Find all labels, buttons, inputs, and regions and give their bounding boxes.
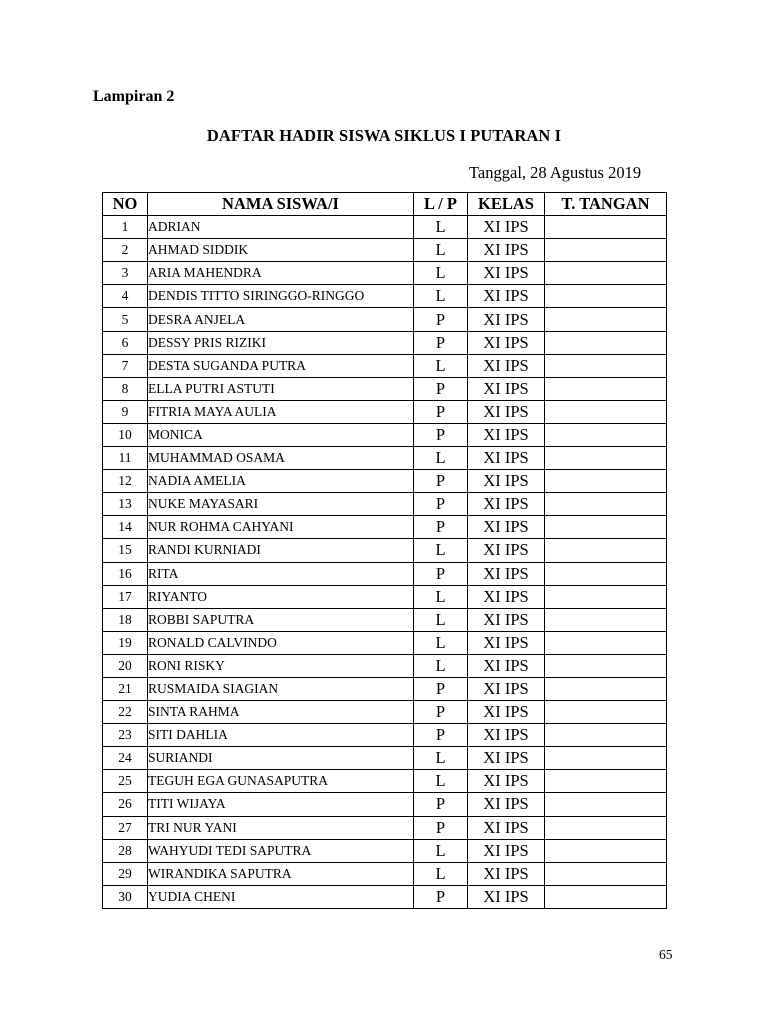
- lampiran-label: Lampiran 2: [93, 88, 175, 105]
- table-row: [103, 400, 667, 423]
- gender-cell: L: [414, 539, 468, 562]
- gender-cell: P: [414, 470, 468, 493]
- table-row: [103, 701, 667, 724]
- signature-cell[interactable]: [545, 400, 667, 423]
- signature-cell[interactable]: [545, 216, 667, 239]
- row-number-cell: 18: [103, 608, 148, 631]
- class-cell: XI IPS: [468, 816, 545, 839]
- gender-cell: P: [414, 423, 468, 446]
- class-cell: XI IPS: [468, 539, 545, 562]
- student-name-cell: TEGUH EGA GUNASAPUTRA: [148, 770, 414, 793]
- student-name-cell: SURIANDI: [148, 747, 414, 770]
- table-row: [103, 608, 667, 631]
- class-cell: XI IPS: [468, 654, 545, 677]
- date-line: Tanggal, 28 Agustus 2019: [469, 163, 642, 182]
- class-cell: XI IPS: [468, 793, 545, 816]
- gender-cell: P: [414, 400, 468, 423]
- class-cell: XI IPS: [468, 262, 545, 285]
- table-header-row: [103, 193, 667, 216]
- row-number-cell: 23: [103, 724, 148, 747]
- table-row: [103, 677, 667, 700]
- signature-cell[interactable]: [545, 701, 667, 724]
- signature-cell[interactable]: [545, 885, 667, 908]
- gender-cell: P: [414, 885, 468, 908]
- class-cell: XI IPS: [468, 724, 545, 747]
- table-body: [103, 216, 667, 909]
- signature-cell[interactable]: [545, 377, 667, 400]
- row-number-cell: 7: [103, 354, 148, 377]
- table-row: [103, 862, 667, 885]
- signature-cell[interactable]: [545, 724, 667, 747]
- class-cell: XI IPS: [468, 516, 545, 539]
- column-header-tanda-tangan: T. TANGAN: [545, 193, 667, 216]
- row-number-cell: 8: [103, 377, 148, 400]
- student-name-cell: RONI RISKY: [148, 654, 414, 677]
- gender-cell: L: [414, 216, 468, 239]
- table-row: [103, 262, 667, 285]
- row-number-cell: 14: [103, 516, 148, 539]
- table-row: [103, 239, 667, 262]
- gender-cell: P: [414, 793, 468, 816]
- signature-cell[interactable]: [545, 631, 667, 654]
- row-number-cell: 21: [103, 677, 148, 700]
- student-name-cell: RIYANTO: [148, 585, 414, 608]
- signature-cell[interactable]: [545, 331, 667, 354]
- signature-cell[interactable]: [545, 285, 667, 308]
- column-header-lp: L / P: [414, 193, 468, 216]
- class-cell: XI IPS: [468, 354, 545, 377]
- class-cell: XI IPS: [468, 308, 545, 331]
- class-cell: XI IPS: [468, 331, 545, 354]
- class-cell: XI IPS: [468, 585, 545, 608]
- student-name-cell: ADRIAN: [148, 216, 414, 239]
- row-number-cell: 11: [103, 447, 148, 470]
- gender-cell: P: [414, 677, 468, 700]
- class-cell: XI IPS: [468, 747, 545, 770]
- table-row: [103, 631, 667, 654]
- table-row: [103, 516, 667, 539]
- signature-cell[interactable]: [545, 447, 667, 470]
- table-row: [103, 770, 667, 793]
- signature-cell[interactable]: [545, 862, 667, 885]
- class-cell: XI IPS: [468, 862, 545, 885]
- class-cell: XI IPS: [468, 239, 545, 262]
- row-number-cell: 29: [103, 862, 148, 885]
- row-number-cell: 15: [103, 539, 148, 562]
- student-name-cell: RANDI KURNIADI: [148, 539, 414, 562]
- student-name-cell: FITRIA MAYA AULIA: [148, 400, 414, 423]
- row-number-cell: 5: [103, 308, 148, 331]
- student-name-cell: DENDIS TITTO SIRINGGO-RINGGO: [148, 285, 414, 308]
- signature-cell[interactable]: [545, 539, 667, 562]
- table-row: [103, 793, 667, 816]
- row-number-cell: 22: [103, 701, 148, 724]
- class-cell: XI IPS: [468, 377, 545, 400]
- gender-cell: L: [414, 770, 468, 793]
- student-name-cell: DESTA SUGANDA PUTRA: [148, 354, 414, 377]
- class-cell: XI IPS: [468, 701, 545, 724]
- row-number-cell: 10: [103, 423, 148, 446]
- table-row: [103, 816, 667, 839]
- table-row: [103, 747, 667, 770]
- signature-cell[interactable]: [545, 423, 667, 446]
- student-name-cell: NUKE MAYASARI: [148, 493, 414, 516]
- class-cell: XI IPS: [468, 608, 545, 631]
- signature-cell[interactable]: [545, 239, 667, 262]
- student-name-cell: DESRA ANJELA: [148, 308, 414, 331]
- student-name-cell: ARIA MAHENDRA: [148, 262, 414, 285]
- class-cell: XI IPS: [468, 562, 545, 585]
- signature-cell[interactable]: [545, 262, 667, 285]
- row-number-cell: 30: [103, 885, 148, 908]
- gender-cell: L: [414, 654, 468, 677]
- class-cell: XI IPS: [468, 885, 545, 908]
- student-name-cell: DESSY PRIS RIZIKI: [148, 331, 414, 354]
- table-row: [103, 285, 667, 308]
- student-name-cell: WIRANDIKA SAPUTRA: [148, 862, 414, 885]
- table-row: [103, 331, 667, 354]
- student-name-cell: ELLA PUTRI ASTUTI: [148, 377, 414, 400]
- row-number-cell: 20: [103, 654, 148, 677]
- gender-cell: L: [414, 747, 468, 770]
- gender-cell: L: [414, 354, 468, 377]
- signature-cell[interactable]: [545, 608, 667, 631]
- gender-cell: P: [414, 516, 468, 539]
- table-row: [103, 216, 667, 239]
- gender-cell: P: [414, 816, 468, 839]
- student-name-cell: NUR ROHMA CAHYANI: [148, 516, 414, 539]
- page-number: 65: [659, 947, 673, 962]
- gender-cell: P: [414, 701, 468, 724]
- table-row: [103, 839, 667, 862]
- student-name-cell: SINTA RAHMA: [148, 701, 414, 724]
- table-row: [103, 562, 667, 585]
- student-name-cell: YUDIA CHENI: [148, 885, 414, 908]
- page-title: DAFTAR HADIR SISWA SIKLUS I PUTARAN I: [206, 126, 562, 145]
- signature-cell[interactable]: [545, 516, 667, 539]
- row-number-cell: 9: [103, 400, 148, 423]
- row-number-cell: 6: [103, 331, 148, 354]
- row-number-cell: 25: [103, 770, 148, 793]
- student-name-cell: WAHYUDI TEDI SAPUTRA: [148, 839, 414, 862]
- row-number-cell: 3: [103, 262, 148, 285]
- student-name-cell: SITI DAHLIA: [148, 724, 414, 747]
- class-cell: XI IPS: [468, 400, 545, 423]
- student-name-cell: RITA: [148, 562, 414, 585]
- row-number-cell: 16: [103, 562, 148, 585]
- table-row: [103, 354, 667, 377]
- signature-cell[interactable]: [545, 770, 667, 793]
- gender-cell: P: [414, 308, 468, 331]
- student-name-cell: RONALD CALVINDO: [148, 631, 414, 654]
- gender-cell: L: [414, 608, 468, 631]
- signature-cell[interactable]: [545, 654, 667, 677]
- row-number-cell: 13: [103, 493, 148, 516]
- row-number-cell: 27: [103, 816, 148, 839]
- gender-cell: L: [414, 862, 468, 885]
- gender-cell: L: [414, 447, 468, 470]
- signature-cell[interactable]: [545, 816, 667, 839]
- row-number-cell: 24: [103, 747, 148, 770]
- student-name-cell: TRI NUR YANI: [148, 816, 414, 839]
- gender-cell: P: [414, 562, 468, 585]
- row-number-cell: 4: [103, 285, 148, 308]
- table-row: [103, 654, 667, 677]
- class-cell: XI IPS: [468, 216, 545, 239]
- signature-cell[interactable]: [545, 677, 667, 700]
- column-header-kelas: KELAS: [468, 193, 545, 216]
- gender-cell: L: [414, 839, 468, 862]
- class-cell: XI IPS: [468, 447, 545, 470]
- student-name-cell: MUHAMMAD OSAMA: [148, 447, 414, 470]
- row-number-cell: 19: [103, 631, 148, 654]
- row-number-cell: 12: [103, 470, 148, 493]
- gender-cell: L: [414, 262, 468, 285]
- class-cell: XI IPS: [468, 770, 545, 793]
- class-cell: XI IPS: [468, 423, 545, 446]
- signature-cell[interactable]: [545, 839, 667, 862]
- table-row: [103, 470, 667, 493]
- signature-cell[interactable]: [545, 562, 667, 585]
- table-row: [103, 539, 667, 562]
- student-name-cell: TITI WIJAYA: [148, 793, 414, 816]
- row-number-cell: 28: [103, 839, 148, 862]
- student-name-cell: NADIA AMELIA: [148, 470, 414, 493]
- class-cell: XI IPS: [468, 493, 545, 516]
- signature-cell[interactable]: [545, 470, 667, 493]
- signature-cell[interactable]: [545, 793, 667, 816]
- signature-cell[interactable]: [545, 747, 667, 770]
- signature-cell[interactable]: [545, 308, 667, 331]
- column-header-no: NO: [103, 193, 148, 216]
- row-number-cell: 2: [103, 239, 148, 262]
- table-row: [103, 724, 667, 747]
- table-row: [103, 585, 667, 608]
- signature-cell[interactable]: [545, 493, 667, 516]
- gender-cell: P: [414, 724, 468, 747]
- class-cell: XI IPS: [468, 285, 545, 308]
- class-cell: XI IPS: [468, 470, 545, 493]
- column-header-nama: NAMA SISWA/I: [148, 193, 414, 216]
- student-name-cell: ROBBI SAPUTRA: [148, 608, 414, 631]
- gender-cell: L: [414, 239, 468, 262]
- row-number-cell: 17: [103, 585, 148, 608]
- table-row: [103, 447, 667, 470]
- gender-cell: P: [414, 493, 468, 516]
- class-cell: XI IPS: [468, 677, 545, 700]
- row-number-cell: 1: [103, 216, 148, 239]
- table-row: [103, 423, 667, 446]
- class-cell: XI IPS: [468, 631, 545, 654]
- table-row: [103, 885, 667, 908]
- student-name-cell: RUSMAIDA SIAGIAN: [148, 677, 414, 700]
- gender-cell: L: [414, 631, 468, 654]
- gender-cell: P: [414, 377, 468, 400]
- attendance-table: [102, 192, 667, 909]
- table-row: [103, 377, 667, 400]
- signature-cell[interactable]: [545, 585, 667, 608]
- student-name-cell: MONICA: [148, 423, 414, 446]
- table-row: [103, 493, 667, 516]
- gender-cell: P: [414, 331, 468, 354]
- signature-cell[interactable]: [545, 354, 667, 377]
- class-cell: XI IPS: [468, 839, 545, 862]
- table-row: [103, 308, 667, 331]
- student-name-cell: AHMAD SIDDIK: [148, 239, 414, 262]
- gender-cell: L: [414, 285, 468, 308]
- row-number-cell: 26: [103, 793, 148, 816]
- gender-cell: L: [414, 585, 468, 608]
